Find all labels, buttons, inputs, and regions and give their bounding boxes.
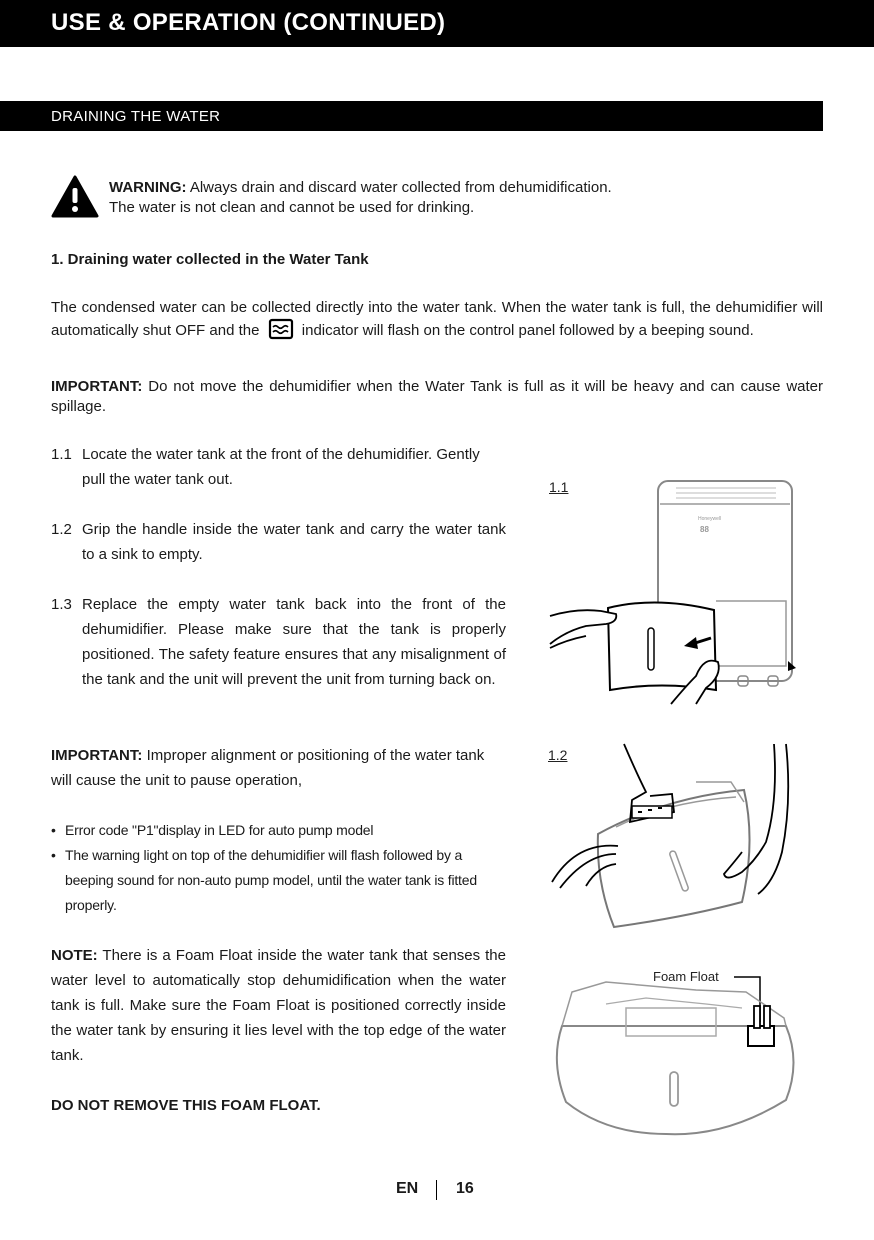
section-header-bar xyxy=(0,101,823,131)
step-1-1 xyxy=(51,442,506,492)
step-text: Replace the empty water tank back into the front of the dehumidifier. Please make sure that the tank is properly positioned. The safety feature ensures that any misalignment of the tank and the unit will prevent the unit from turning back on. xyxy=(82,596,506,688)
bullet-text: The warning light on top of the dehumidifier will flash followed by a beeping sound for non-auto pump model, until the water tank is fitted properly. xyxy=(65,847,477,913)
subsection-title: 1. Draining water collected in the Water Tank xyxy=(51,251,369,268)
display-text: 88 xyxy=(700,525,709,534)
footer-language: EN xyxy=(396,1180,419,1197)
step-number: 1.3 xyxy=(51,596,72,613)
note-label: NOTE: xyxy=(51,947,98,964)
important-label-2: IMPORTANT: xyxy=(51,747,143,764)
tank-full-icon xyxy=(268,318,294,340)
step-number: 1.2 xyxy=(51,521,72,538)
important-paragraph-1 xyxy=(51,377,823,417)
footer-divider xyxy=(436,1180,437,1200)
page-header-bar xyxy=(0,0,874,47)
intro-paragraph xyxy=(51,298,823,341)
bullet-item: • The warning light on top of the dehumidifier will flash followed by a beeping sound for non-auto pump model, until the water tank is fitted properly. xyxy=(51,847,477,913)
important-text-2: Improper alignment or positioning of the water tank will cause the unit to pause operation, xyxy=(51,747,485,789)
foam-float-label: Foam Float xyxy=(653,969,719,984)
steps-list xyxy=(51,442,506,692)
step-1-2 xyxy=(51,517,506,567)
important-text-1: Do not move the dehumidifier when the Water Tank is full as it will be heavy and can cause water spillage. xyxy=(51,378,823,415)
warning-triangle-icon xyxy=(51,175,99,218)
intro-text-after: indicator will flash on the control panel followed by a beeping sound. xyxy=(301,322,754,339)
error-bullet-list xyxy=(51,818,506,918)
warning-line-1: Always drain and discard water collected from dehumidification. xyxy=(189,179,612,196)
warning-label: WARNING: xyxy=(109,179,187,196)
note-text: There is a Foam Float inside the water tank that senses the water level to automatically stop dehumidification when the water tank is full. Make sure the Foam Float is positioned correctly inside the water tank by ensuring it lies level with the top edge of the water tank. xyxy=(51,947,506,1064)
bullet-item: • Error code "P1"display in LED for auto pump model xyxy=(51,822,374,838)
section-title: DRAINING THE WATER xyxy=(51,108,221,125)
intro-text-before: The condensed water can be collected directly into the water tank. When the water tank is full, the dehumidifier will automatically shut OFF and the xyxy=(51,299,823,339)
figure-carry-tank-illustration xyxy=(546,742,800,932)
step-number: 1.1 xyxy=(51,446,72,463)
do-not-remove-warning: DO NOT REMOVE THIS FOAM FLOAT. xyxy=(51,1097,321,1114)
page-header-title: USE & OPERATION (CONTINUED) xyxy=(51,9,446,36)
note-paragraph xyxy=(51,943,506,1068)
figure-1-2-label: 1.2 xyxy=(548,747,568,763)
important-paragraph-2 xyxy=(51,743,506,793)
figure-remove-tank-illustration xyxy=(546,476,800,708)
bullet-text: Error code "P1"display in LED for auto pump model xyxy=(65,822,374,838)
important-label-1: IMPORTANT: xyxy=(51,378,143,395)
warning-text xyxy=(109,178,612,218)
brand-text: Honeywell xyxy=(698,516,722,522)
step-text: Grip the handle inside the water tank and carry the water tank to a sink to empty. xyxy=(82,521,506,563)
step-text: Locate the water tank at the front of the dehumidifier. Gently pull the water tank out. xyxy=(82,446,480,488)
warning-line-2: The water is not clean and cannot be used for drinking. xyxy=(109,199,475,216)
figure-foam-float-illustration xyxy=(546,962,804,1138)
figure-1-1-label: 1.1 xyxy=(549,479,569,495)
footer-page-number: 16 xyxy=(456,1180,474,1197)
step-1-3 xyxy=(51,592,506,692)
